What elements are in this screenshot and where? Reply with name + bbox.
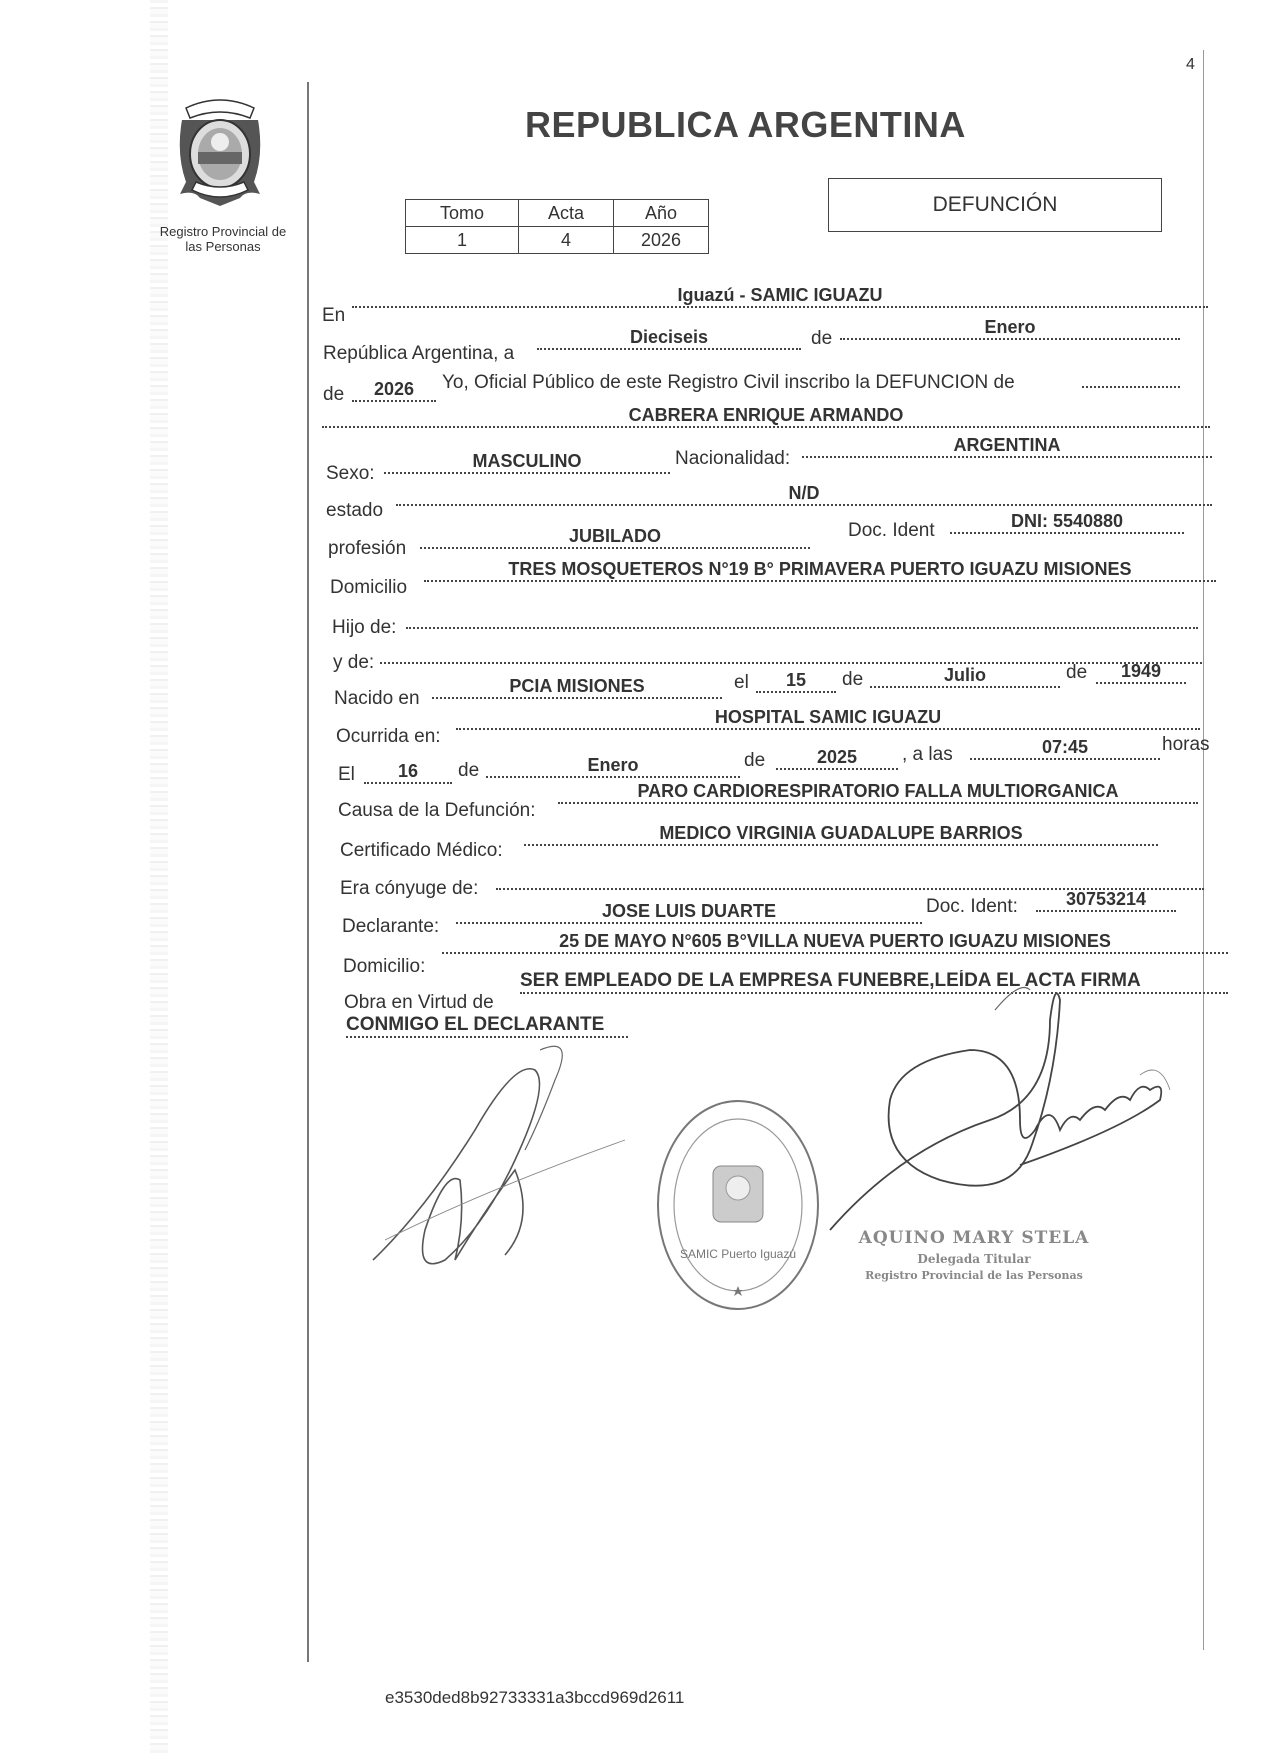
document-title: REPUBLICA ARGENTINA <box>525 104 966 145</box>
field-declarante-doc: 30753214 <box>1036 888 1176 912</box>
field-hijo-de <box>406 605 1198 629</box>
record-table-cell: 2026 <box>614 227 709 254</box>
official-title: Delegada Titular <box>917 1252 1031 1266</box>
record-type-box: DEFUNCIÓN <box>828 178 1162 232</box>
label-de: de <box>842 669 864 690</box>
label-oficial: Yo, Oficial Público de este Registro Civil inscribo la DEFUNCION de <box>442 372 1015 393</box>
field-defuncion-anio: 2025 <box>776 746 898 770</box>
label-de: de <box>744 750 766 771</box>
field-estado: N/D <box>396 482 1212 506</box>
field-defuncion-hora: 07:45 <box>970 736 1160 760</box>
label-horas: horas <box>1162 734 1210 755</box>
official-signature <box>820 980 1180 1240</box>
label-y-de: y de: <box>333 652 375 673</box>
label-doc-ident: Doc. Ident: <box>926 896 1018 917</box>
label-estado: estado <box>326 500 384 521</box>
field-nacionalidad: ARGENTINA <box>802 434 1212 458</box>
official-office: Registro Provincial de las Personas <box>865 1269 1083 1282</box>
label-a-las: , a las <box>902 744 953 765</box>
field-nacido-en: PCIA MISIONES <box>432 675 722 699</box>
registry-caption-line1: Registro Provincial de <box>159 224 287 239</box>
field-doc-ident: DNI: 5540880 <box>950 510 1184 534</box>
label-conyuge: Era cónyuge de: <box>340 878 479 899</box>
field-certificado: MEDICO VIRGINIA GUADALUPE BARRIOS <box>524 822 1158 846</box>
page-number: 4 <box>1186 56 1195 73</box>
record-table-cell: 1 <box>406 227 519 254</box>
declarant-signature <box>365 1040 635 1280</box>
field-declarante: JOSE LUIS DUARTE <box>456 900 922 924</box>
label-domicilio: Domicilio <box>330 577 408 598</box>
label-obra: Obra en Virtud de <box>344 992 494 1013</box>
field-anio-inscripcion: 2026 <box>352 378 436 402</box>
label-certificado: Certificado Médico: <box>340 840 503 861</box>
label-nacido-en: Nacido en <box>334 688 420 709</box>
scan-edge-strip <box>150 0 168 1755</box>
label-ocurrida-en: Ocurrida en: <box>336 726 441 747</box>
field-defuncion-mes: Enero <box>486 754 740 778</box>
field-mes-inscripcion: Enero <box>840 316 1180 340</box>
document-hash: e3530ded8b92733331a3bccd969d2611 <box>385 1688 685 1707</box>
official-name-stamp <box>854 1228 1094 1282</box>
field-ocurrida-en: HOSPITAL SAMIC IGUAZU <box>456 706 1200 730</box>
field-nacido-anio: 1949 <box>1096 660 1186 684</box>
label-de: de <box>323 384 345 405</box>
label-en: En <box>322 305 346 326</box>
label-declarante: Declarante: <box>342 916 440 937</box>
label-republica: República Argentina, a <box>323 343 515 364</box>
label-hijo-de: Hijo de: <box>332 617 397 638</box>
field-obra-linea1: SER EMPLEADO DE LA EMPRESA FUNEBRE,LEÍDA EL ACTA FIRMA <box>520 970 1228 994</box>
label-nacionalidad: Nacionalidad: <box>675 448 791 469</box>
record-table-value-row <box>406 227 709 254</box>
official-stamp <box>653 1096 823 1314</box>
official-name: AQUINO MARY STELA <box>858 1228 1090 1248</box>
label-causa: Causa de la Defunción: <box>338 800 536 821</box>
field-declarante-domicilio: 25 DE MAYO N°605 B°VILLA NUEVA PUERTO IGUAZU MISIONES <box>442 930 1228 954</box>
record-table-header: Acta <box>519 200 614 227</box>
field-nacido-mes: Julio <box>870 664 1060 688</box>
label-de: de <box>1066 662 1088 683</box>
label-sexo: Sexo: <box>326 463 375 484</box>
field-defuncion-dia: 16 <box>364 760 452 784</box>
label-el: el <box>734 672 749 693</box>
field-causa: PARO CARDIORESPIRATORIO FALLA MULTIORGANICA <box>558 780 1198 804</box>
stamp-center-text: SAMIC Puerto Iguazú <box>679 1247 797 1261</box>
field-obra-linea2: CONMIGO EL DECLARANTE <box>346 1014 628 1038</box>
field-profesion: JUBILADO <box>420 525 810 549</box>
field-oficial-blank <box>1082 364 1180 388</box>
record-table-header: Tomo <box>406 200 519 227</box>
field-dia-inscripcion: Dieciseis <box>537 326 801 350</box>
field-conyuge <box>496 866 1204 890</box>
province-seal-logo <box>172 94 268 210</box>
label-el: El <box>338 764 355 785</box>
record-table-cell: 4 <box>519 227 614 254</box>
label-profesion: profesión <box>328 538 407 559</box>
label-de: de <box>458 760 480 781</box>
field-y-de <box>380 640 1202 664</box>
record-table <box>405 199 709 254</box>
registry-caption <box>148 224 298 254</box>
record-table-header-row <box>406 200 709 227</box>
label-de: de <box>811 328 833 349</box>
field-sexo: MASCULINO <box>384 450 670 474</box>
field-nacido-dia: 15 <box>756 669 836 693</box>
field-fallecido: CABRERA ENRIQUE ARMANDO <box>322 404 1210 428</box>
label-doc-ident: Doc. Ident <box>848 520 935 541</box>
left-margin-line <box>307 82 309 1662</box>
label-domicilio: Domicilio: <box>343 956 426 977</box>
record-table-header: Año <box>614 200 709 227</box>
registry-caption-line2: las Personas <box>185 239 261 254</box>
field-domicilio: TRES MOSQUETEROS N°19 B° PRIMAVERA PUERTO IGUAZU MISIONES <box>424 558 1216 582</box>
field-lugar: Iguazú - SAMIC IGUAZU <box>352 284 1208 308</box>
